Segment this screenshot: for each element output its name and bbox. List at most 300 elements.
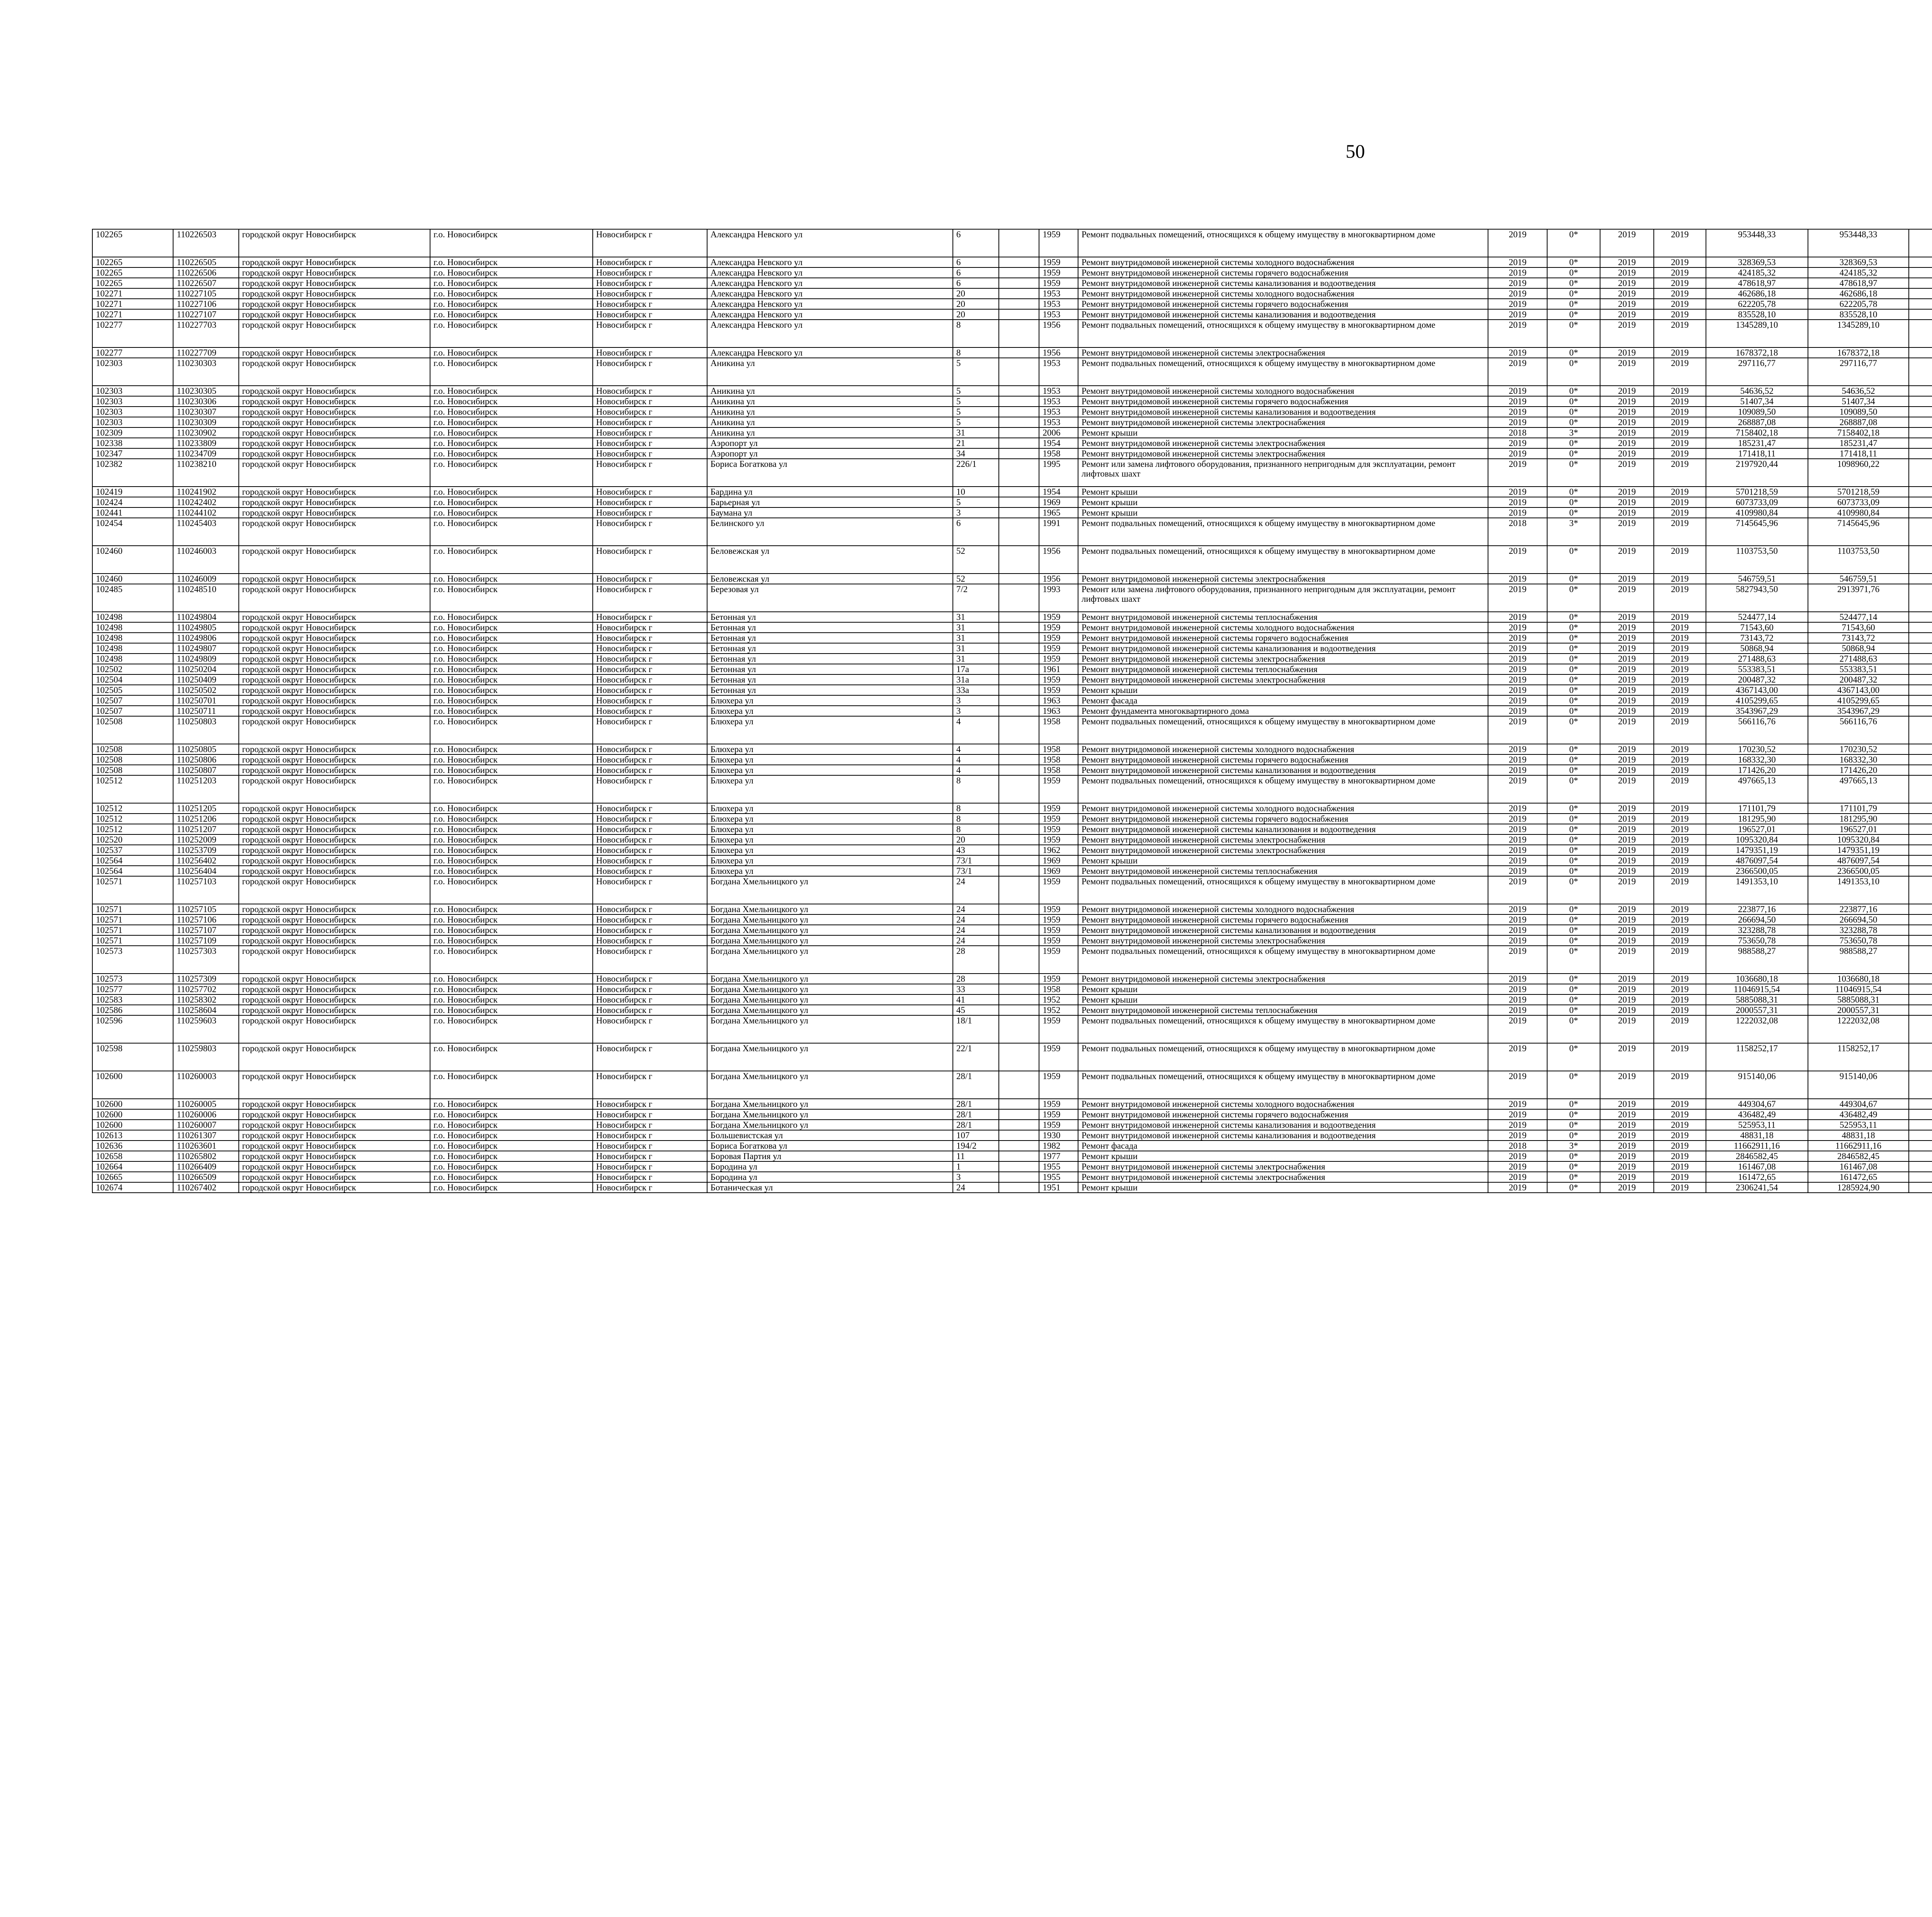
cell-work-id: 110226505	[173, 257, 238, 267]
cell-work-id: 110230307	[173, 407, 238, 417]
cell-cost-federal	[1909, 487, 1932, 497]
cell-end-year: 2019	[1654, 396, 1706, 407]
cell-start-year: 2019	[1600, 1071, 1654, 1099]
cell-work-type: Ремонт крыши	[1078, 855, 1488, 866]
cell-municipality: городской округ Новосибирск	[239, 974, 430, 984]
cell-municipality: городской округ Новосибирск	[239, 267, 430, 278]
cell-end-year: 2019	[1654, 855, 1706, 866]
table-row	[92, 654, 1932, 664]
cell-plan-year: 2019	[1488, 347, 1547, 358]
cell-locality: Новосибирск г	[593, 438, 707, 448]
cell-municipality: городской округ Новосибирск	[239, 904, 430, 914]
cell-total-cost: 7145645,96	[1706, 518, 1808, 546]
cell-work-id: 110250409	[173, 674, 238, 685]
cell-cost-federal	[1909, 834, 1932, 845]
cell-work-id: 110249809	[173, 654, 238, 664]
cell-locality: Новосибирск г	[593, 507, 707, 518]
cell-building	[999, 417, 1039, 427]
cell-municipality: городской округ Новосибирск	[239, 229, 430, 257]
cell-cost-owners: 1222032,08	[1808, 1015, 1909, 1043]
cell-year-built: 1969	[1039, 497, 1078, 507]
cell-work-type: Ремонт крыши	[1078, 984, 1488, 994]
cell-work-type: Ремонт внутридомовой инженерной системы электроснабжения	[1078, 974, 1488, 984]
cell-end-year: 2019	[1654, 994, 1706, 1005]
cell-building	[999, 946, 1039, 974]
cell-start-year: 2019	[1600, 347, 1654, 358]
cell-urban-district: г.о. Новосибирск	[430, 386, 593, 396]
cell-status: 0*	[1547, 765, 1600, 775]
cell-building	[999, 716, 1039, 744]
cell-start-year: 2019	[1600, 417, 1654, 427]
cell-end-year: 2019	[1654, 438, 1706, 448]
cell-start-year: 2019	[1600, 974, 1654, 984]
cell-status: 0*	[1547, 448, 1600, 459]
cell-building	[999, 320, 1039, 347]
cell-status: 0*	[1547, 935, 1600, 946]
cell-work-id: 110263601	[173, 1141, 238, 1151]
cell-work-id: 110252009	[173, 834, 238, 845]
cell-building	[999, 257, 1039, 267]
cell-building	[999, 974, 1039, 984]
cell-urban-district: г.о. Новосибирск	[430, 507, 593, 518]
cell-house-id: 102265	[92, 229, 173, 257]
cell-plan-year: 2019	[1488, 695, 1547, 706]
cell-work-id: 110230306	[173, 396, 238, 407]
cell-work-type: Ремонт крыши	[1078, 497, 1488, 507]
cell-plan-year: 2019	[1488, 1161, 1547, 1172]
cell-end-year: 2019	[1654, 706, 1706, 716]
cell-status: 0*	[1547, 1120, 1600, 1130]
cell-work-type: Ремонт крыши	[1078, 1151, 1488, 1161]
cell-cost-federal	[1909, 935, 1932, 946]
cell-building	[999, 1161, 1039, 1172]
cell-street: Богдана Хмельницкого ул	[707, 1015, 953, 1043]
table-row	[92, 994, 1932, 1005]
cell-work-type: Ремонт подвальных помещений, относящихся к общему имуществу в многоквартирном доме	[1078, 876, 1488, 904]
cell-work-type: Ремонт крыши	[1078, 994, 1488, 1005]
cell-plan-year: 2019	[1488, 1151, 1547, 1161]
cell-start-year: 2019	[1600, 984, 1654, 994]
table-row	[92, 984, 1932, 994]
cell-house-id: 102505	[92, 685, 173, 695]
table-row	[92, 546, 1932, 574]
cell-cost-owners: 161472,65	[1808, 1172, 1909, 1182]
cell-cost-federal	[1909, 876, 1932, 904]
cell-work-type: Ремонт фасада	[1078, 695, 1488, 706]
cell-house-id: 102564	[92, 866, 173, 876]
cell-cost-federal	[1909, 1015, 1932, 1043]
table-row	[92, 1130, 1932, 1141]
cell-locality: Новосибирск г	[593, 716, 707, 744]
cell-plan-year: 2019	[1488, 994, 1547, 1005]
cell-cost-owners: 268887,08	[1808, 417, 1909, 427]
cell-work-type: Ремонт внутридомовой инженерной системы электроснабжения	[1078, 417, 1488, 427]
cell-start-year: 2019	[1600, 448, 1654, 459]
cell-work-id: 110260006	[173, 1109, 238, 1120]
cell-year-built: 1963	[1039, 706, 1078, 716]
cell-plan-year: 2019	[1488, 438, 1547, 448]
table-row	[92, 267, 1932, 278]
cell-start-year: 2019	[1600, 633, 1654, 643]
cell-locality: Новосибирск г	[593, 257, 707, 267]
cell-total-cost: 3543967,29	[1706, 706, 1808, 716]
cell-urban-district: г.о. Новосибирск	[430, 876, 593, 904]
table-row	[92, 904, 1932, 914]
cell-urban-district: г.о. Новосибирск	[430, 584, 593, 612]
cell-work-id: 110226507	[173, 278, 238, 288]
cell-municipality: городской округ Новосибирск	[239, 347, 430, 358]
cell-locality: Новосибирск г	[593, 834, 707, 845]
cell-house-number: 6	[953, 229, 999, 257]
cell-total-cost: 2197920,44	[1706, 459, 1808, 487]
cell-status: 0*	[1547, 664, 1600, 674]
cell-work-id: 110250502	[173, 685, 238, 695]
cell-street: Богдана Хмельницкого ул	[707, 994, 953, 1005]
cell-total-cost: 5885088,31	[1706, 994, 1808, 1005]
cell-total-cost: 6073733,09	[1706, 497, 1808, 507]
cell-street: Блюхера ул	[707, 744, 953, 754]
cell-urban-district: г.о. Новосибирск	[430, 654, 593, 664]
cell-total-cost: 185231,47	[1706, 438, 1808, 448]
cell-year-built: 1959	[1039, 974, 1078, 984]
cell-status: 0*	[1547, 845, 1600, 855]
cell-start-year: 2019	[1600, 824, 1654, 834]
cell-street: Беловежская ул	[707, 574, 953, 584]
cell-total-cost: 1222032,08	[1706, 1015, 1808, 1043]
cell-house-id: 102303	[92, 386, 173, 396]
cell-start-year: 2019	[1600, 487, 1654, 497]
cell-total-cost: 553383,51	[1706, 664, 1808, 674]
cell-total-cost: 424185,32	[1706, 267, 1808, 278]
cell-building	[999, 497, 1039, 507]
cell-building	[999, 876, 1039, 904]
cell-urban-district: г.о. Новосибирск	[430, 1120, 593, 1130]
cell-work-type: Ремонт внутридомовой инженерной системы теплоснабжения	[1078, 1005, 1488, 1015]
table-row	[92, 643, 1932, 654]
cell-urban-district: г.о. Новосибирск	[430, 407, 593, 417]
cell-cost-owners: 1285924,90	[1808, 1182, 1909, 1193]
cell-end-year: 2019	[1654, 309, 1706, 320]
table-row	[92, 347, 1932, 358]
cell-work-type: Ремонт внутридомовой инженерной системы электроснабжения	[1078, 438, 1488, 448]
cell-total-cost: 161472,65	[1706, 1172, 1808, 1182]
cell-locality: Новосибирск г	[593, 229, 707, 257]
cell-street: Аникина ул	[707, 417, 953, 427]
cell-status: 0*	[1547, 1182, 1600, 1193]
cell-work-type: Ремонт подвальных помещений, относящихся к общему имуществу в многоквартирном доме	[1078, 1071, 1488, 1099]
cell-house-id: 102571	[92, 914, 173, 925]
cell-total-cost: 478618,97	[1706, 278, 1808, 288]
cell-work-id: 110251205	[173, 803, 238, 814]
cell-house-id: 102265	[92, 267, 173, 278]
cell-cost-federal	[1909, 1182, 1932, 1193]
cell-building	[999, 448, 1039, 459]
cell-street: Барьерная ул	[707, 497, 953, 507]
cell-plan-year: 2019	[1488, 685, 1547, 695]
cell-work-type: Ремонт внутридомовой инженерной системы электроснабжения	[1078, 448, 1488, 459]
cell-plan-year: 2019	[1488, 1099, 1547, 1109]
cell-year-built: 1959	[1039, 654, 1078, 664]
cell-total-cost: 2000557,31	[1706, 1005, 1808, 1015]
cell-work-id: 110257303	[173, 946, 238, 974]
cell-end-year: 2019	[1654, 278, 1706, 288]
cell-year-built: 1959	[1039, 1099, 1078, 1109]
cell-start-year: 2019	[1600, 765, 1654, 775]
cell-start-year: 2019	[1600, 866, 1654, 876]
cell-locality: Новосибирск г	[593, 824, 707, 834]
cell-municipality: городской округ Новосибирск	[239, 1161, 430, 1172]
cell-total-cost: 622205,78	[1706, 299, 1808, 309]
cell-year-built: 1959	[1039, 803, 1078, 814]
table-row	[92, 257, 1932, 267]
cell-municipality: городской округ Новосибирск	[239, 438, 430, 448]
table-row	[92, 824, 1932, 834]
cell-urban-district: г.о. Новосибирск	[430, 1099, 593, 1109]
cell-municipality: городской округ Новосибирск	[239, 497, 430, 507]
cell-plan-year: 2019	[1488, 417, 1547, 427]
cell-locality: Новосибирск г	[593, 695, 707, 706]
cell-end-year: 2019	[1654, 448, 1706, 459]
cell-work-type: Ремонт внутридомовой инженерной системы горячего водоснабжения	[1078, 396, 1488, 407]
cell-house-id: 102265	[92, 257, 173, 267]
cell-cost-owners: 753650,78	[1808, 935, 1909, 946]
cell-street: Березовая ул	[707, 584, 953, 612]
cell-end-year: 2019	[1654, 546, 1706, 574]
cell-work-id: 110241902	[173, 487, 238, 497]
cell-start-year: 2019	[1600, 914, 1654, 925]
cell-cost-federal	[1909, 396, 1932, 407]
table-row	[92, 320, 1932, 347]
cell-year-built: 1956	[1039, 546, 1078, 574]
cell-locality: Новосибирск г	[593, 407, 707, 417]
cell-cost-owners: 2000557,31	[1808, 1005, 1909, 1015]
cell-urban-district: г.о. Новосибирск	[430, 448, 593, 459]
cell-plan-year: 2019	[1488, 974, 1547, 984]
cell-building	[999, 744, 1039, 754]
cell-status: 3*	[1547, 1141, 1600, 1151]
cell-end-year: 2019	[1654, 984, 1706, 994]
cell-end-year: 2019	[1654, 876, 1706, 904]
cell-street: Аэропорт ул	[707, 448, 953, 459]
cell-locality: Новосибирск г	[593, 386, 707, 396]
cell-year-built: 1959	[1039, 267, 1078, 278]
cell-status: 0*	[1547, 685, 1600, 695]
cell-locality: Новосибирск г	[593, 775, 707, 803]
cell-house-number: 6	[953, 278, 999, 288]
cell-work-id: 110248510	[173, 584, 238, 612]
cell-cost-owners: 271488,63	[1808, 654, 1909, 664]
cell-house-number: 45	[953, 1005, 999, 1015]
cell-house-id: 102508	[92, 765, 173, 775]
cell-house-number: 73/1	[953, 866, 999, 876]
cell-end-year: 2019	[1654, 654, 1706, 664]
cell-house-id: 102424	[92, 497, 173, 507]
cell-work-type: Ремонт подвальных помещений, относящихся к общему имуществу в многоквартирном доме	[1078, 546, 1488, 574]
cell-total-cost: 271488,63	[1706, 654, 1808, 664]
cell-street: Аникина ул	[707, 386, 953, 396]
cell-municipality: городской округ Новосибирск	[239, 685, 430, 695]
cell-end-year: 2019	[1654, 1043, 1706, 1071]
cell-building	[999, 654, 1039, 664]
cell-locality: Новосибирск г	[593, 267, 707, 278]
table-row	[92, 358, 1932, 386]
table-row	[92, 946, 1932, 974]
cell-end-year: 2019	[1654, 633, 1706, 643]
cell-end-year: 2019	[1654, 744, 1706, 754]
cell-building	[999, 347, 1039, 358]
cell-plan-year: 2019	[1488, 546, 1547, 574]
cell-house-number: 28/1	[953, 1120, 999, 1130]
cell-building	[999, 518, 1039, 546]
table-row	[92, 386, 1932, 396]
cell-urban-district: г.о. Новосибирск	[430, 706, 593, 716]
cell-urban-district: г.о. Новосибирск	[430, 1015, 593, 1043]
cell-plan-year: 2019	[1488, 925, 1547, 935]
cell-municipality: городской округ Новосибирск	[239, 664, 430, 674]
cell-locality: Новосибирск г	[593, 925, 707, 935]
cell-status: 0*	[1547, 1130, 1600, 1141]
cell-status: 0*	[1547, 695, 1600, 706]
cell-end-year: 2019	[1654, 775, 1706, 803]
cell-building	[999, 507, 1039, 518]
cell-house-number: 4	[953, 765, 999, 775]
cell-total-cost: 462686,18	[1706, 288, 1808, 299]
cell-cost-owners: 2366500,05	[1808, 866, 1909, 876]
cell-year-built: 1953	[1039, 299, 1078, 309]
cell-work-id: 110265802	[173, 1151, 238, 1161]
cell-municipality: городской округ Новосибирск	[239, 622, 430, 633]
cell-street: Богдана Хмельницкого ул	[707, 1043, 953, 1071]
cell-locality: Новосибирск г	[593, 1141, 707, 1151]
cell-total-cost: 109089,50	[1706, 407, 1808, 417]
cell-house-number: 6	[953, 518, 999, 546]
cell-municipality: городской округ Новосибирск	[239, 417, 430, 427]
cell-cost-federal	[1909, 706, 1932, 716]
cell-work-id: 110249805	[173, 622, 238, 633]
table-row	[92, 754, 1932, 765]
cell-work-type: Ремонт внутридомовой инженерной системы горячего водоснабжения	[1078, 754, 1488, 765]
cell-plan-year: 2019	[1488, 407, 1547, 417]
cell-work-type: Ремонт внутридомовой инженерной системы электроснабжения	[1078, 1172, 1488, 1182]
cell-plan-year: 2019	[1488, 358, 1547, 386]
cell-house-id: 102460	[92, 546, 173, 574]
cell-street: Богдана Хмельницкого ул	[707, 925, 953, 935]
cell-house-number: 28	[953, 974, 999, 984]
cell-locality: Новосибирск г	[593, 347, 707, 358]
cell-total-cost: 5701218,59	[1706, 487, 1808, 497]
cell-cost-owners: 462686,18	[1808, 288, 1909, 299]
cell-cost-owners: 7158402,18	[1808, 427, 1909, 438]
cell-status: 0*	[1547, 754, 1600, 765]
cell-locality: Новосибирск г	[593, 643, 707, 654]
cell-cost-federal	[1909, 716, 1932, 744]
cell-building	[999, 1120, 1039, 1130]
cell-locality: Новосибирск г	[593, 803, 707, 814]
cell-start-year: 2019	[1600, 925, 1654, 935]
cell-work-id: 110257105	[173, 904, 238, 914]
cell-total-cost: 11662911,16	[1706, 1141, 1808, 1151]
cell-house-id: 102303	[92, 396, 173, 407]
cell-street: Александра Невского ул	[707, 320, 953, 347]
cell-start-year: 2019	[1600, 267, 1654, 278]
cell-house-id: 102658	[92, 1151, 173, 1161]
cell-municipality: городской округ Новосибирск	[239, 584, 430, 612]
cell-total-cost: 171101,79	[1706, 803, 1808, 814]
table-row	[92, 834, 1932, 845]
cell-cost-owners: 525953,11	[1808, 1120, 1909, 1130]
cell-urban-district: г.о. Новосибирск	[430, 946, 593, 974]
cell-locality: Новосибирск г	[593, 1005, 707, 1015]
cell-cost-owners: 1678372,18	[1808, 347, 1909, 358]
cell-building	[999, 765, 1039, 775]
cell-locality: Новосибирск г	[593, 1120, 707, 1130]
cell-status: 3*	[1547, 518, 1600, 546]
cell-work-type: Ремонт крыши	[1078, 1182, 1488, 1193]
cell-house-id: 102498	[92, 612, 173, 622]
cell-total-cost: 297116,77	[1706, 358, 1808, 386]
cell-cost-owners: 622205,78	[1808, 299, 1909, 309]
cell-municipality: городской округ Новосибирск	[239, 654, 430, 664]
table-row	[92, 1151, 1932, 1161]
cell-street: Аникина ул	[707, 396, 953, 407]
cell-work-type: Ремонт подвальных помещений, относящихся к общему имуществу в многоквартирном доме	[1078, 716, 1488, 744]
cell-street: Аникина ул	[707, 427, 953, 438]
cell-house-number: 33	[953, 984, 999, 994]
cell-total-cost: 71543,60	[1706, 622, 1808, 633]
cell-urban-district: г.о. Новосибирск	[430, 229, 593, 257]
cell-municipality: городской округ Новосибирск	[239, 448, 430, 459]
cell-work-id: 110251207	[173, 824, 238, 834]
cell-locality: Новосибирск г	[593, 1099, 707, 1109]
cell-status: 0*	[1547, 584, 1600, 612]
cell-work-id: 110227709	[173, 347, 238, 358]
cell-cost-federal	[1909, 622, 1932, 633]
cell-total-cost: 168332,30	[1706, 754, 1808, 765]
cell-building	[999, 612, 1039, 622]
cell-building	[999, 845, 1039, 855]
cell-municipality: городской округ Новосибирск	[239, 299, 430, 309]
cell-end-year: 2019	[1654, 904, 1706, 914]
cell-locality: Новосибирск г	[593, 518, 707, 546]
cell-municipality: городской округ Новосибирск	[239, 1120, 430, 1130]
cell-cost-federal	[1909, 278, 1932, 288]
cell-urban-district: г.о. Новосибирск	[430, 716, 593, 744]
cell-plan-year: 2019	[1488, 765, 1547, 775]
cell-year-built: 1959	[1039, 876, 1078, 904]
cell-cost-federal	[1909, 1099, 1932, 1109]
cell-locality: Новосибирск г	[593, 448, 707, 459]
cell-house-number: 31	[953, 427, 999, 438]
cell-end-year: 2019	[1654, 320, 1706, 347]
cell-cost-owners: 4876097,54	[1808, 855, 1909, 866]
cell-house-number: 41	[953, 994, 999, 1005]
cell-end-year: 2019	[1654, 803, 1706, 814]
cell-cost-owners: 170230,52	[1808, 744, 1909, 754]
cell-work-id: 110250803	[173, 716, 238, 744]
cell-work-id: 110227703	[173, 320, 238, 347]
cell-status: 0*	[1547, 1071, 1600, 1099]
cell-status: 0*	[1547, 814, 1600, 824]
cell-end-year: 2019	[1654, 427, 1706, 438]
cell-start-year: 2019	[1600, 459, 1654, 487]
cell-plan-year: 2019	[1488, 1182, 1547, 1193]
cell-house-number: 8	[953, 824, 999, 834]
cell-urban-district: г.о. Новосибирск	[430, 1151, 593, 1161]
cell-plan-year: 2019	[1488, 1130, 1547, 1141]
cell-start-year: 2019	[1600, 407, 1654, 417]
cell-work-type: Ремонт крыши	[1078, 507, 1488, 518]
cell-work-type: Ремонт подвальных помещений, относящихся к общему имуществу в многоквартирном доме	[1078, 946, 1488, 974]
